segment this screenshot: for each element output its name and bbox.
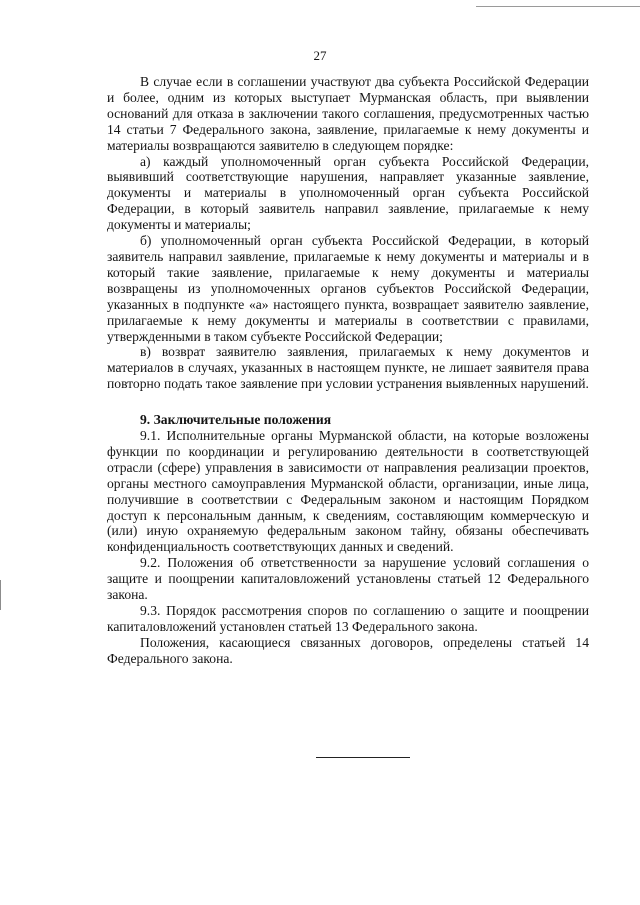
paragraph-9-1: 9.1. Исполнительные органы Мурманской области, на которые возложены функции по координации и регулированию деятельности в соответствующей отрасли (сфере) управления в зависимости от направления реализации проектов, органы местного самоуправления Мурманской области, организации, иные лица, получившие в соответствии с Федеральным законом и настоящим Порядком доступ к персональным данным, к сведениям, составляющим коммерческую и (или) иную охраняемую федеральным законом тайну, обязаны обеспечивать конфиденциальность соответствующих данных и сведений. <box>107 428 589 555</box>
paragraph-final: Положения, касающиеся связанных договоров, определены статьей 14 Федерального закона. <box>107 634 589 666</box>
paragraph-9-2: 9.2. Положения об ответственности за нарушение условий соглашения о защите и поощрении капиталовложений установлены статьей 12 Федерального закона. <box>107 555 589 603</box>
margin-mark <box>0 580 1 610</box>
paragraph-item-b: б) уполномоченный орган субъекта Российской Федерации, в который заявитель направил заявление, прилагаемые к нему документы и материалы и в который такие заявление, прилагаемые к нему документы и материалы возвращены из уполномоченных органов субъектов Российской Федерации, указанных в подпункте «а» настоящего пункта, возвращает заявителю заявление, прилагаемые к нему документы и материалы в соответствии с правилами, утвержденными в таком субъекте Российской Федерации; <box>107 233 589 344</box>
paragraph: В случае если в соглашении участвуют два субъекта Российской Федерации и более, одним из которых выступает Мурманская область, при выявлении оснований для отказа в заключении такого соглашения, предусмотренных частью 14 статьи 7 Федерального закона, заявление, прилагаемые к нему документы и материалы возвращаются заявителю в следующем порядке: <box>107 74 589 153</box>
section-heading: 9. Заключительные положения <box>140 412 332 428</box>
top-rule <box>476 6 640 7</box>
page-number: 27 <box>313 48 327 63</box>
paragraph-item-a: а) каждый уполномоченный орган субъекта Российской Федерации, выявивший соответствующие нарушения, направляет указанные заявление, документы и материалы в уполномоченный орган субъекта Российской Федерации, в который заявитель направил заявление, прилагаемые к нему документы и материалы; <box>107 153 589 233</box>
end-separator <box>316 757 410 758</box>
paragraph-9-3: 9.3. Порядок рассмотрения споров по соглашению о защите и поощрении капиталовложений установлен статьей 13 Федерального закона. <box>107 603 589 634</box>
paragraph-item-c: в) возврат заявителю заявления, прилагаемых к нему документов и материалов в случаях, указанных в настоящем пункте, не лишает заявителя права повторно подать такое заявление при условии устранения выявленных нарушений. <box>107 344 589 392</box>
document-body <box>107 74 589 667</box>
